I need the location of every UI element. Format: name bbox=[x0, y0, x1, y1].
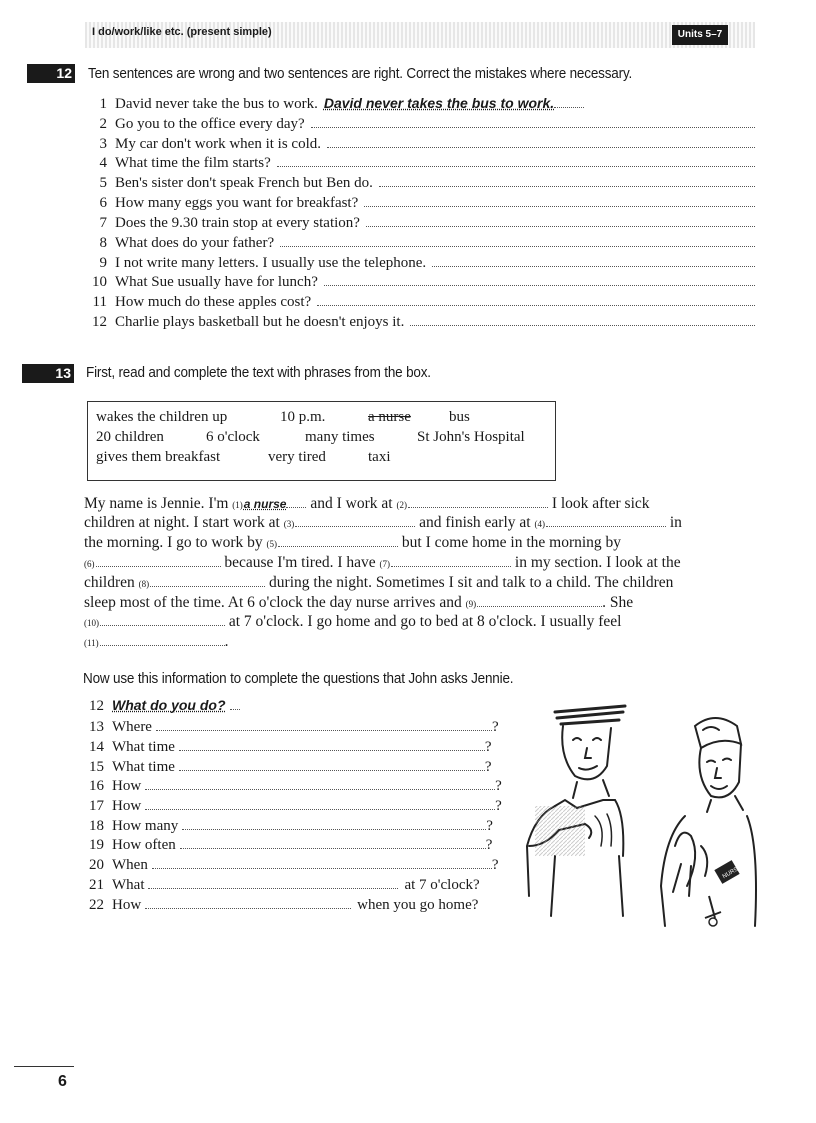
question-start: What time bbox=[112, 759, 175, 775]
sentence-row bbox=[85, 194, 755, 213]
phrase: St John's Hospital bbox=[417, 429, 525, 445]
sentence-text: What Sue usually have for lunch? bbox=[115, 274, 318, 290]
answer-line[interactable] bbox=[230, 697, 240, 710]
gap-number: (11) bbox=[84, 638, 99, 648]
phrase: wakes the children up bbox=[96, 409, 228, 425]
text: . She bbox=[602, 594, 634, 611]
gap-line[interactable] bbox=[286, 495, 306, 508]
gap-line[interactable] bbox=[96, 554, 221, 567]
sentence-text: Go you to the office every day? bbox=[115, 116, 305, 132]
exercise-13-instruction-2: Now use this information to complete the questions that John asks Jennie. bbox=[83, 670, 514, 687]
sentence-number: 10 bbox=[92, 274, 107, 290]
gap-number: (8) bbox=[138, 579, 150, 589]
phrase: bus bbox=[449, 409, 470, 425]
question-number: 18 bbox=[89, 818, 104, 834]
phrase: very tired bbox=[268, 449, 326, 465]
question-row bbox=[80, 777, 502, 795]
text: and finish early at bbox=[419, 514, 531, 531]
paragraph-line bbox=[84, 554, 744, 572]
gap-line[interactable] bbox=[278, 534, 398, 547]
question-number: 14 bbox=[89, 739, 104, 755]
question-answer: What do you do? bbox=[112, 697, 226, 713]
text: and I work at bbox=[310, 495, 393, 512]
paragraph-line bbox=[84, 594, 744, 612]
header-title: I do/work/like etc. (present simple) bbox=[92, 26, 272, 38]
question-row bbox=[80, 797, 502, 815]
sentence-row bbox=[85, 254, 755, 273]
gap-number: (10) bbox=[84, 618, 99, 628]
question-row bbox=[80, 896, 478, 914]
phrase: 6 o'clock bbox=[206, 429, 260, 445]
gap-line[interactable] bbox=[100, 633, 225, 646]
gap-number: (5) bbox=[266, 539, 278, 549]
text: sleep most of the time. At 6 o'clock the day nurse arrives and bbox=[84, 594, 462, 611]
gap-number: (9) bbox=[465, 599, 477, 609]
answer-line[interactable] bbox=[366, 214, 755, 227]
question-row bbox=[80, 856, 499, 874]
question-end: at 7 o'clock? bbox=[404, 877, 480, 893]
question-row bbox=[80, 836, 492, 854]
text: the morning. I go to work by bbox=[84, 534, 263, 551]
question-number: 12 bbox=[89, 698, 104, 714]
question-start: What time bbox=[112, 739, 175, 755]
text: children at night. I start work at bbox=[84, 514, 280, 531]
sentence-row bbox=[85, 154, 755, 173]
question-start: When bbox=[112, 857, 148, 873]
answer-line[interactable] bbox=[410, 313, 755, 326]
sentence-number: 2 bbox=[99, 116, 107, 132]
sentence-number: 6 bbox=[99, 195, 107, 211]
phrase: many times bbox=[305, 429, 375, 445]
answer-line[interactable] bbox=[277, 154, 755, 167]
answer-line[interactable] bbox=[145, 777, 495, 790]
sentence-number: 12 bbox=[92, 314, 107, 330]
sentence-text: How many eggs you want for breakfast? bbox=[115, 195, 359, 211]
text: at 7 o'clock. I go home and go to bed at 8 o'clock. I usually feel bbox=[228, 613, 622, 630]
answer-line[interactable] bbox=[179, 758, 485, 771]
answer-line[interactable] bbox=[280, 234, 755, 247]
sentence-number: 3 bbox=[99, 136, 107, 152]
question-row bbox=[80, 758, 492, 776]
question-number: 20 bbox=[89, 857, 104, 873]
question-row bbox=[80, 718, 499, 736]
gap-number: (2) bbox=[396, 500, 407, 510]
question-number: 22 bbox=[89, 897, 104, 913]
question-end: ? bbox=[491, 719, 499, 735]
answer-line[interactable] bbox=[152, 856, 492, 869]
question-end: ? bbox=[495, 798, 502, 814]
units-badge: Units 5–7 bbox=[672, 25, 728, 45]
gap-line[interactable] bbox=[100, 613, 225, 626]
answer-line[interactable] bbox=[317, 293, 755, 306]
phrase-crossed: a nurse bbox=[368, 409, 411, 425]
answer-line[interactable] bbox=[180, 836, 486, 849]
question-number: 16 bbox=[89, 778, 104, 794]
question-end: ? bbox=[484, 759, 492, 775]
sentence-row bbox=[85, 174, 755, 193]
page-number: 6 bbox=[58, 1073, 67, 1090]
text: in my section. I look at the bbox=[514, 554, 681, 571]
sentence-row bbox=[85, 273, 755, 292]
paragraph-line bbox=[84, 613, 744, 631]
sentence-number: 5 bbox=[99, 175, 107, 191]
paragraph-line bbox=[84, 534, 744, 552]
answer-line[interactable] bbox=[432, 254, 755, 267]
question-number: 21 bbox=[89, 877, 104, 893]
question-end: ? bbox=[484, 739, 492, 755]
gap-number: (6) bbox=[84, 559, 95, 569]
sentence-number: 1 bbox=[99, 96, 107, 112]
sentence-row bbox=[85, 313, 755, 332]
question-start: How often bbox=[112, 837, 176, 853]
question-start: How many bbox=[112, 818, 179, 834]
answer-line[interactable] bbox=[554, 95, 584, 108]
sentence-number: 8 bbox=[99, 235, 107, 251]
nurse-badge-text: NURSE bbox=[721, 864, 744, 881]
sentence-number: 9 bbox=[99, 255, 107, 271]
gap-number: (3) bbox=[283, 519, 295, 529]
question-row bbox=[80, 697, 240, 715]
sentence-text: My car don't work when it is cold. bbox=[115, 136, 322, 152]
gap-number: (1) bbox=[232, 500, 243, 510]
phrase: gives them breakfast bbox=[96, 449, 221, 465]
gap-line[interactable] bbox=[391, 554, 511, 567]
answer-line[interactable] bbox=[327, 135, 755, 148]
question-number: 19 bbox=[89, 837, 104, 853]
gap-number: (4) bbox=[534, 519, 545, 529]
page-rule bbox=[14, 1066, 74, 1067]
text: children bbox=[84, 574, 135, 591]
paragraph-line bbox=[84, 514, 744, 532]
question-row bbox=[80, 738, 492, 756]
nurse-figure bbox=[661, 718, 756, 926]
question-start: How bbox=[112, 798, 142, 814]
text: because I'm tired. I have bbox=[224, 554, 376, 571]
text: in bbox=[669, 514, 682, 531]
sentence-row bbox=[85, 234, 755, 253]
sentence-row bbox=[85, 214, 755, 233]
gap-number: (7) bbox=[379, 559, 391, 569]
question-start: What bbox=[112, 877, 145, 893]
question-number: 15 bbox=[89, 759, 104, 775]
answer-line[interactable] bbox=[324, 273, 755, 286]
sentence-text: Ben's sister don't speak French but Ben do. bbox=[115, 175, 373, 191]
gap-line[interactable] bbox=[546, 514, 666, 527]
question-number: 17 bbox=[89, 798, 104, 814]
sentence-text: Charlie plays basketball but he doesn't enjoys it. bbox=[115, 314, 405, 330]
exercise-12-badge: 12 bbox=[27, 64, 75, 83]
text: but I come home in the morning by bbox=[401, 534, 622, 551]
answer-line[interactable] bbox=[364, 194, 755, 207]
exercise-12-instruction: Ten sentences are wrong and two sentences are right. Correct the mistakes where necessary. bbox=[88, 65, 633, 82]
question-end: when you go home? bbox=[357, 897, 479, 913]
answer-line[interactable] bbox=[145, 896, 351, 909]
exercise-13-instruction: First, read and complete the text with phrases from the box. bbox=[86, 364, 431, 381]
question-end: ? bbox=[485, 837, 493, 853]
sentence-row bbox=[85, 135, 755, 154]
sentence-number: 7 bbox=[99, 215, 107, 231]
gap-answer: a nurse bbox=[243, 497, 287, 511]
text: I look after sick bbox=[551, 495, 650, 512]
text: during the night. Sometimes I sit and talk to a child. The children bbox=[269, 574, 674, 591]
phrase: 10 p.m. bbox=[280, 409, 326, 425]
gap-line[interactable] bbox=[408, 495, 548, 508]
text: . bbox=[224, 633, 229, 650]
gap-line[interactable] bbox=[295, 514, 415, 527]
sentence-text: I not write many letters. I usually use the telephone. bbox=[115, 255, 427, 271]
text: My name is Jennie. I'm bbox=[84, 495, 229, 512]
sentence-row bbox=[85, 115, 755, 134]
answer-line[interactable] bbox=[156, 718, 492, 731]
answer-line[interactable] bbox=[148, 876, 398, 889]
question-row bbox=[80, 876, 480, 894]
answer-line[interactable] bbox=[182, 817, 486, 830]
paragraph-line bbox=[84, 574, 744, 592]
question-end: ? bbox=[491, 857, 499, 873]
question-end: ? bbox=[486, 818, 493, 834]
answer-line[interactable] bbox=[379, 174, 755, 187]
sentence-text: Does the 9.30 train stop at every station? bbox=[115, 215, 360, 231]
gap-line[interactable] bbox=[477, 594, 602, 607]
phrase: taxi bbox=[368, 449, 391, 465]
answer-line[interactable] bbox=[179, 738, 485, 751]
sentence-answer: David never takes the bus to work. bbox=[323, 95, 555, 111]
phrase: 20 children bbox=[96, 429, 164, 445]
question-number: 13 bbox=[89, 719, 104, 735]
sentence-text: How much do these apples cost? bbox=[115, 294, 312, 310]
exercise-13-badge: 13 bbox=[22, 364, 74, 383]
question-row bbox=[80, 817, 493, 835]
answer-line[interactable] bbox=[311, 115, 755, 128]
gap-line[interactable] bbox=[150, 574, 265, 587]
paragraph-line bbox=[84, 495, 744, 513]
phrase-box bbox=[87, 401, 556, 481]
question-end: ? bbox=[495, 778, 502, 794]
sentence-text: David never take the bus to work. bbox=[115, 96, 318, 112]
sentence-text: What does do your father? bbox=[115, 235, 275, 251]
paragraph-line bbox=[84, 633, 744, 651]
sentence-row bbox=[85, 95, 755, 114]
sentence-row bbox=[85, 293, 755, 312]
john-and-nurse-illustration bbox=[515, 696, 760, 928]
sentence-text: What time the film starts? bbox=[115, 155, 271, 171]
question-start: How bbox=[112, 778, 142, 794]
sentence-number: 11 bbox=[92, 294, 107, 310]
question-start: How bbox=[112, 897, 142, 913]
answer-line[interactable] bbox=[145, 797, 495, 810]
question-start: Where bbox=[112, 719, 152, 735]
sentence-number: 4 bbox=[99, 155, 107, 171]
